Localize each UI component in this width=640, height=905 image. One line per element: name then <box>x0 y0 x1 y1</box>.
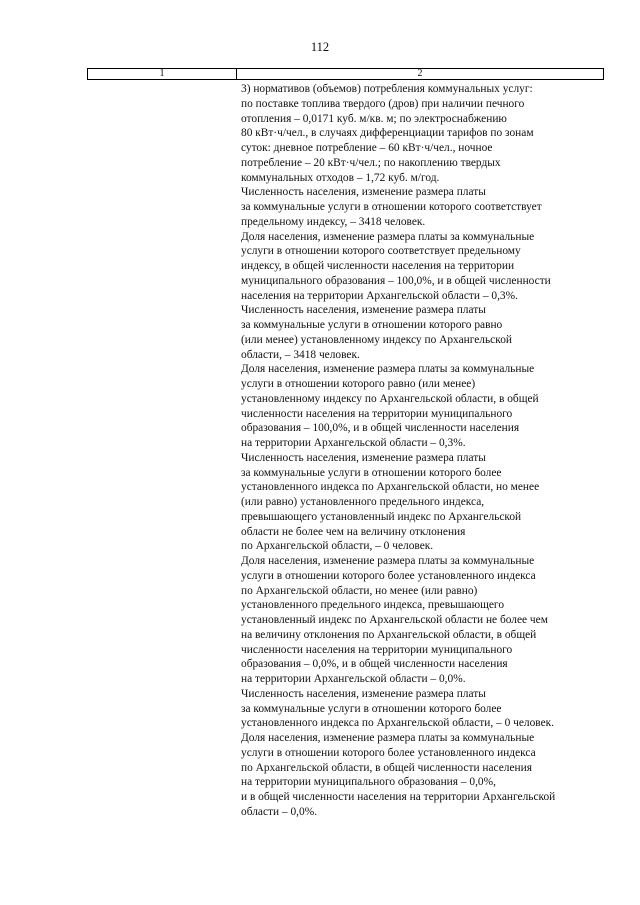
text-line: по поставке топлива твердого (дров) при наличии печного <box>241 97 525 110</box>
text-line: предельному индексу, – 3418 человек. <box>241 215 426 228</box>
text-line: установленного индекса по Архангельской области, но менее <box>241 481 540 494</box>
text-line: на величину отклонения по Архангельской области, в общей <box>241 628 537 641</box>
text-line: области – 0,0%. <box>241 805 318 818</box>
page-number: 112 <box>310 40 330 54</box>
text-line: установленному индексу по Архангельской области, в общей <box>241 392 539 405</box>
column-header-1: 1 <box>88 69 237 79</box>
text-line: по Архангельской области, – 0 человек. <box>241 540 434 553</box>
text-line: на территории муниципального образования – 0,0%, <box>241 776 496 789</box>
text-line: Доля населения, изменение размера платы за коммунальные <box>241 555 535 567</box>
table-header-row <box>87 68 604 80</box>
text-line: на территории Архангельской области – 0,3%. <box>241 437 466 449</box>
text-line: индексу, в общей численности населения на территории <box>241 260 515 272</box>
text-line: потребление – 20 кВт·ч/чел.; по накоплению твердых <box>241 156 501 169</box>
text-line: суток: дневное потребление – 60 кВт·ч/чел., ночное <box>241 142 493 154</box>
text-line: услуги в отношении которого более установленного индекса <box>241 746 536 759</box>
text-line: образования – 0,0%, и в общей численности населения <box>241 658 508 671</box>
document-body <box>241 82 603 820</box>
text-line: за коммунальные услуги в отношении которого равно <box>241 319 503 331</box>
text-line: и в общей численности населения на территории Архангельской <box>241 791 556 803</box>
text-line: на территории Архангельской области – 0,0%. <box>241 673 466 685</box>
text-line: Численность населения, изменение размера платы <box>241 186 486 199</box>
text-line: (или менее) установленному индексу по Архангельской <box>241 333 512 346</box>
text-line: коммунальных отходов – 1,72 куб. м/год. <box>241 171 440 184</box>
text-line: превышающего установленный индекс по Архангельской <box>241 510 522 523</box>
column-header-2: 2 <box>417 68 423 79</box>
text-line: за коммунальные услуги в отношении которого более <box>241 702 502 715</box>
text-line: области, – 3418 человек. <box>241 348 360 361</box>
text-line: населения на территории Архангельской области – 0,3%. <box>241 289 518 302</box>
text-line: численности населения на территории муниципального <box>241 643 513 656</box>
text-line: за коммунальные услуги в отношении которого соответствует <box>241 201 542 213</box>
text-line: установленный индекс по Архангельской области не более чем <box>241 614 548 626</box>
text-line: установленного предельного индекса, превышающего <box>241 599 505 612</box>
text-line: услуги в отношении которого более установленного индекса <box>241 569 536 582</box>
text-line: установленного индекса по Архангельской области, – 0 человек. <box>241 717 555 730</box>
text-line: 80 кВт·ч/чел., в случаях дифференциации тарифов по зонам <box>241 127 534 140</box>
text-line: отопления – 0,0171 куб. м/кв. м; по электроснабжению <box>241 112 507 125</box>
text-line: услуги в отношении которого соответствует предельному <box>241 245 521 258</box>
text-line: области не более чем на величину отклонения <box>241 525 466 538</box>
text-line: Численность населения, изменение размера платы <box>241 687 486 700</box>
text-line: Доля населения, изменение размера платы за коммунальные <box>241 363 535 376</box>
text-line: Доля населения, изменение размера платы за коммунальные <box>241 230 535 243</box>
text-line: по Архангельской области, в общей численности населения <box>241 761 532 774</box>
text-line: услуги в отношении которого равно (или менее) <box>241 378 476 390</box>
text-line: за коммунальные услуги в отношении которого более <box>241 466 502 479</box>
text-line: 3) нормативов (объемов) потребления коммунальных услуг: <box>241 83 533 95</box>
text-line: по Архангельской области, но менее (или равно) <box>241 584 478 597</box>
text-line: Численность населения, изменение размера платы <box>241 304 486 317</box>
text-line: (или равно) установленного предельного индекса, <box>241 496 485 508</box>
text-line: численности населения на территории муниципального <box>241 407 513 420</box>
text-line: муниципального образования – 100,0%, и в общей численности <box>241 274 551 287</box>
text-line: Численность населения, изменение размера платы <box>241 451 486 464</box>
text-line: Доля населения, изменение размера платы за коммунальные <box>241 732 535 744</box>
text-line: образования – 100,0%, и в общей численности населения <box>241 422 520 435</box>
